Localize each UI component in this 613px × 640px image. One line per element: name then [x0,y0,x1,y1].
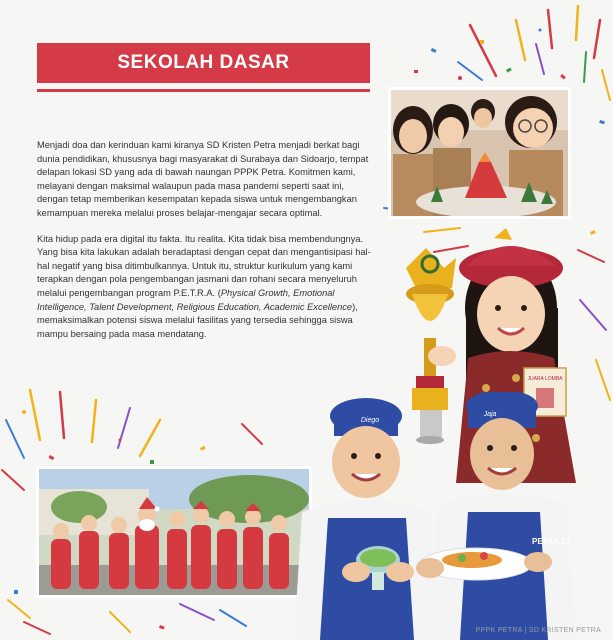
boys-cooking-photo [262,392,613,640]
paragraph-1: Menjadi doa dan kerinduan kami kiranya SD Kristen Petra menjadi berkat bagi dunia pendidikan, khususnya bagi masyarakat di Surabaya dan Sidoarjo, tempat delapan lokasi SD yang ada di bawah naungan PPPK Petra. Komitmen kami, melayani dengan maksimal walaupun pada masa pandemi seperti saat ini, dengan tetap memberikan kesempatan kepada siswa untuk mengembangkan kemampuan mereka melalui proses belajar-mengajar secara optimal. [37,140,369,218]
trophy-certificate-label: JUARA LOMBA [527,376,563,382]
boys-cooking-icon [262,392,613,640]
students-science-project-icon [391,90,568,216]
page-title: SEKOLAH DASAR [117,52,290,73]
body-text [37,139,377,353]
left-chef-hat-name: Diego [360,417,380,424]
header-bar [37,43,370,83]
right-chef-hat-name: Jaja [483,411,497,418]
paragraph-2 [37,233,377,342]
students-science-photo [388,87,571,219]
header-divider [37,89,370,92]
paragraph-2-italic: Physical Growth, Emotional Intelligence, Talent Development, Religious Education, Academic Excellence [37,287,353,312]
right-chef-apron-label: PETRA 13 [532,537,570,546]
paragraph-2-intro: Kita hidup pada era digital itu fakta. Itu realita. Kita tidak bisa membendungnya. Yang bisa kita lakukan adalah beradaptasi dengan cepat dan mengantisipasi hal-hal negatif yang bisa ditimbulkannya. Untuk itu, struktur kurikulum yang kami terapkan dengan pola pengembangan jasmani dan rohani secara menyeluruh melalui pengembangan program P.E.T.R.A. ( [37,233,371,298]
paragraph-2-outro: ), memaksimalkan potensi siswa melalui fasilitas yang tersedia sehingga siswa mampu bersaing pada masa mendatang. [37,301,358,339]
footer-text: PPPK PETRA | SD KRISTEN PETRA [475,627,601,634]
